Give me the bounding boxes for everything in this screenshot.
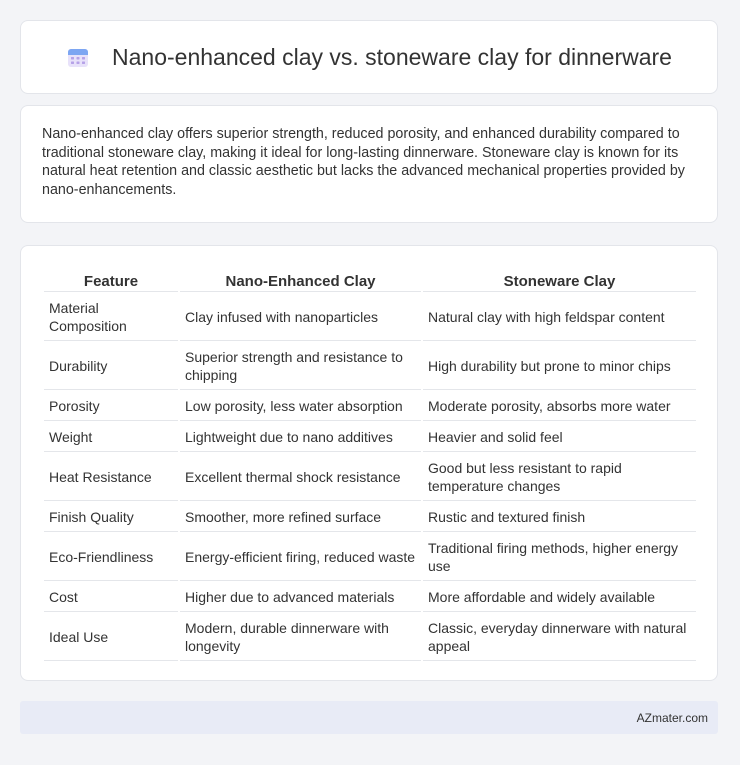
stoneware-cell: More affordable and widely available (423, 583, 696, 612)
feature-cell: Ideal Use (44, 614, 178, 661)
nano-cell: Smoother, more refined surface (180, 503, 421, 532)
nano-cell: Low porosity, less water absorption (180, 392, 421, 421)
stoneware-cell: Heavier and solid feel (423, 423, 696, 452)
footer-brand[interactable]: AZmater.com (636, 710, 708, 725)
nano-cell: Higher due to advanced materials (180, 583, 421, 612)
table-row (44, 614, 696, 661)
nano-cell: Lightweight due to nano additives (180, 423, 421, 452)
column-header-feature: Feature (44, 266, 178, 292)
summary-card (20, 105, 718, 223)
feature-cell: Material Composition (44, 294, 178, 341)
stoneware-cell: Rustic and textured finish (423, 503, 696, 532)
feature-cell: Eco-Friendliness (44, 534, 178, 581)
feature-cell: Cost (44, 583, 178, 612)
title-card (20, 20, 718, 94)
feature-cell: Finish Quality (44, 503, 178, 532)
table-row (44, 534, 696, 581)
column-header-stoneware-clay: Stoneware Clay (423, 266, 696, 292)
calendar-icon (66, 45, 90, 69)
nano-cell: Energy-efficient firing, reduced waste (180, 534, 421, 581)
feature-cell: Heat Resistance (44, 454, 178, 501)
feature-cell: Durability (44, 343, 178, 390)
table-row (44, 423, 696, 452)
table-row (44, 294, 696, 341)
nano-cell: Excellent thermal shock resistance (180, 454, 421, 501)
feature-cell: Porosity (44, 392, 178, 421)
stoneware-cell: Traditional firing methods, higher energy use (423, 534, 696, 581)
stoneware-cell: Natural clay with high feldspar content (423, 294, 696, 341)
summary-text: Nano-enhanced clay offers superior strength, reduced porosity, and enhanced durability compared to traditional stoneware clay, making it ideal for long-lasting dinnerware. Stoneware clay is known for its natural heat retention and classic aesthetic but lacks the advanced mechanical properties provided by nano-enhancements. (42, 126, 685, 198)
feature-cell: Weight (44, 423, 178, 452)
comparison-table (42, 264, 698, 663)
stoneware-cell: Classic, everyday dinnerware with natural appeal (423, 614, 696, 661)
stoneware-cell: High durability but prone to minor chips (423, 343, 696, 390)
nano-cell: Superior strength and resistance to chipping (180, 343, 421, 390)
footer (20, 701, 718, 734)
page-title: Nano-enhanced clay vs. stoneware clay for dinnerware (112, 43, 672, 70)
comparison-table-card (20, 245, 718, 681)
table-row (44, 503, 696, 532)
table-row (44, 454, 696, 501)
stoneware-cell: Moderate porosity, absorbs more water (423, 392, 696, 421)
table-row (44, 583, 696, 612)
table-header-row (44, 266, 696, 292)
stoneware-cell: Good but less resistant to rapid temperature changes (423, 454, 696, 501)
table-row (44, 392, 696, 421)
nano-cell: Clay infused with nanoparticles (180, 294, 421, 341)
table-row (44, 343, 696, 390)
nano-cell: Modern, durable dinnerware with longevity (180, 614, 421, 661)
column-header-nano-enhanced-clay: Nano-Enhanced Clay (180, 266, 421, 292)
